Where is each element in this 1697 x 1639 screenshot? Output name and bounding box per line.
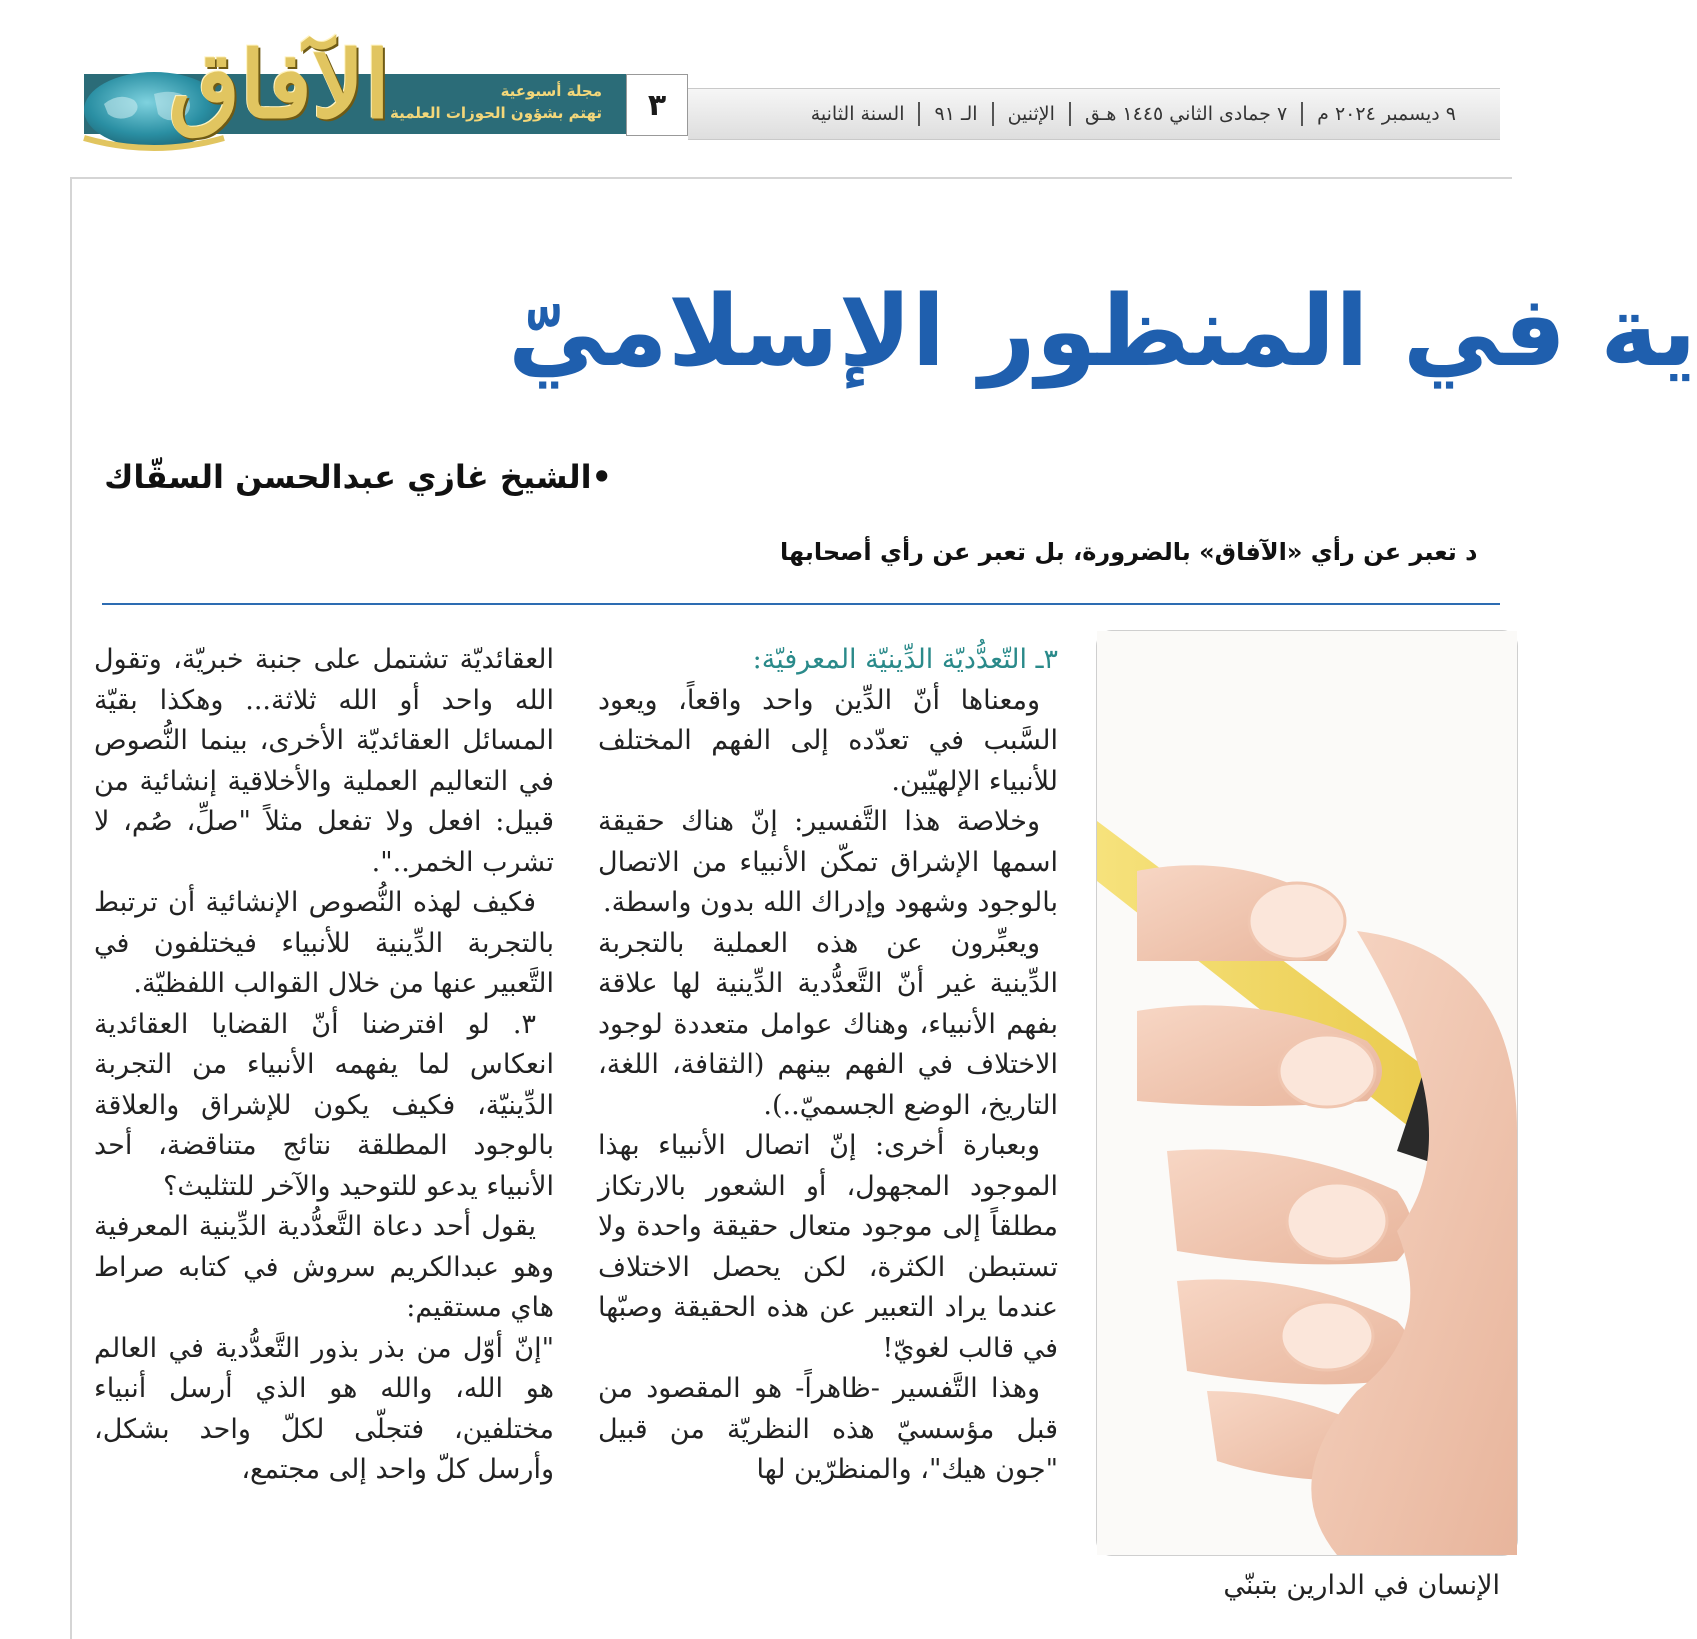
paragraph: العقائديّة تشتمل على جنبة خبريّة، وتقول الله واحد أو الله ثلاثة... وهكذا بقيّة المسائل العقائديّة الأخرى، بينما النُّصوص في التعاليم العملية والأخلاقية إنشائية من قبيل: افعل ولا تفعل مثلاً "صلِّ، صُم، لا تشرب الخمر..". [94,644,554,878]
paragraph: وهذا التَّفسير -ظاهراً- هو المقصود من قبل مؤسسيّ هذه النظريّة من قبيل "جون هيك"، والمنظرّين لها [598,1373,1058,1485]
logo: الآفاق [168,31,390,139]
paragraph-fragment: الإنسان في الدارين بتبنّي [1223,1570,1500,1601]
separator [1301,102,1303,126]
subtitle-line: مجلة أسبوعية [500,82,602,100]
article-photo [1096,630,1518,1556]
separator [918,102,920,126]
gregorian-date: ٩ ديسمبر ٢٠٢٤ م [1317,103,1456,125]
page-number: ٣ [626,74,688,136]
author-name: •الشيخ غازي عبدالحسن السقّاك [104,458,612,496]
paragraph: يقول أحد دعاة التَّعدُّدية الدِّينية المعرفية وهو عبدالكريم سروش في كتابه صراط هاي مستقيم: [94,1211,554,1323]
article-column-left [94,640,554,1491]
headline: ية في المنظور الإسلاميّ [508,275,1697,389]
article-column-middle [598,640,1058,1491]
date-strip [688,88,1500,140]
separator [992,102,994,126]
paragraph: ومعناها أنّ الدِّين واحد واقعاً، ويعود السَّبب في تعدّده إلى الفهم المختلف للأنبياء الإلهيّين. [598,684,1058,797]
paragraph: "إنّ أوّل من بذر بذور التَّعدُّدية في العالم هو الله، والله هو الذي أرسل أنبياء مختلفين، فتجلّى لكلّ واحد بشكل، وأرسل كلّ واحد إلى مجتمع، [94,1332,554,1485]
paragraph: وبعبارة أخرى: إنّ اتصال الأنبياء بهذا الموجود المجهول، أو الشعور بالارتكاز مطلقاً إلى موجود متعال حقيقة واحدة ولا تستبطن الكثرة، لكن يحصل الاختلاف عندما يراد التعبير عن هذه الحقيقة وصبّها في قالب لغويّ! [598,1130,1058,1364]
divider [102,603,1500,605]
weekday: الإثنين [1007,103,1055,125]
masthead [0,0,1500,150]
paragraph: ٣. لو افترضنا أنّ القضايا العقائدية انعكاس لما يفهمه الأنبياء من التجربة الدِّينيّة، فكيف يكون للإشراق والعلاقة بالوجود المطلقة نتائج متناقضة، أحد الأنبياء يدعو للتوحيد والآخر للتثليث؟ [94,1008,554,1202]
section-heading: ٣ـ التّعدُّديّة الدِّينيّة المعرفيّة: [752,644,1058,675]
disclaimer: د تعبر عن رأي «الآفاق» بالضرورة، بل تعبر عن رأي أصحابها [780,538,1478,566]
hijri-date: ٧ جمادى الثاني ١٤٤٥ هـق [1084,103,1288,125]
paragraph: فكيف لهذه النُّصوص الإنشائية أن ترتبط بالتجربة الدِّينية للأنبياء فيختلفون في التَّعبير عنها من خلال القوالب اللفظيّة. [94,887,554,999]
issue-info [797,89,1470,139]
masthead-subtitle [380,80,602,124]
paragraph: وخلاصة هذا التَّفسير: إنّ هناك حقيقة اسمها الإشراق تمكّن الأنبياء من الاتصال بالوجود وشهود وإدراك الله بدون واسطة. [598,806,1058,918]
year-label: السنة الثانية [810,103,905,125]
issue-number: الـ ٩١ [934,103,978,125]
separator [1069,102,1071,126]
hand-with-pen-illustration [1097,631,1517,1555]
subtitle-line: تهتم بشؤون الحوزات العلمية [390,104,602,122]
paragraph: ويعبِّرون عن هذه العملية بالتجربة الدِّينية غير أنّ التَّعدُّدية الدِّينية لها علاقة بفهم الأنبياء، وهناك عوامل متعددة لوجود الاختلاف في الفهم بينهم (الثقافة، اللغة، التاريخ، الوضع الجسميّ..). [598,927,1058,1121]
